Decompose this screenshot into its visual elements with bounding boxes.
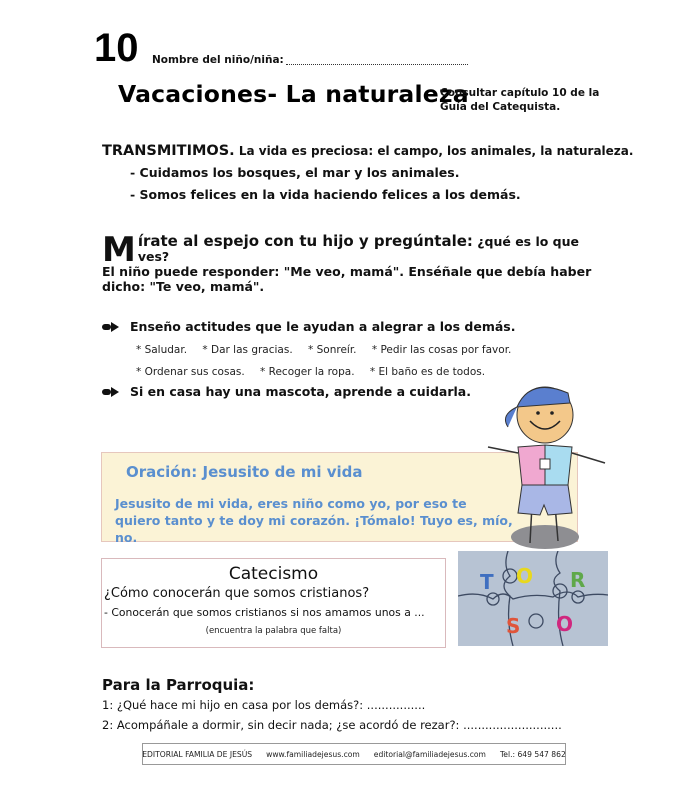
footer-website[interactable]: www.familiadejesus.com bbox=[266, 749, 360, 759]
transmit-text: La vida es preciosa: el campo, los animales, la naturaleza. bbox=[238, 144, 634, 158]
attitude-examples bbox=[136, 344, 523, 356]
footer-phone: Tel.: 649 547 862 bbox=[499, 749, 566, 759]
cap-shape bbox=[517, 387, 570, 407]
catechism-question: ¿Cómo conocerán que somos cristianos? bbox=[104, 586, 370, 601]
mirror-paragraph bbox=[102, 230, 612, 294]
footer-publisher: EDITORIAL FAMILIA DE JESÚS bbox=[142, 749, 253, 759]
puzzle-letter: O bbox=[556, 612, 574, 636]
child-name-field[interactable] bbox=[286, 64, 468, 65]
example: * Recoger la ropa. bbox=[260, 366, 355, 378]
pet-item bbox=[102, 384, 471, 399]
parish-title: Para la Parroquia: bbox=[102, 676, 255, 694]
example: * Saludar. bbox=[136, 344, 188, 356]
transmit-heading: TRANSMITIMOS. bbox=[102, 143, 235, 159]
shadow-shape bbox=[511, 525, 579, 549]
parish-question: 1: ¿Qué hace mi hijo en casa por los demás?: ................ bbox=[102, 698, 426, 712]
transmit-intro bbox=[102, 143, 633, 159]
footer bbox=[142, 743, 566, 765]
example: * Ordenar sus cosas. bbox=[136, 366, 245, 378]
right-arm bbox=[572, 453, 605, 463]
catechism-hint: (encuentra la palabra que falta) bbox=[205, 626, 342, 636]
lesson-number: 10 bbox=[94, 26, 139, 70]
attitude-examples bbox=[136, 366, 497, 378]
puzzle-letter: T bbox=[480, 570, 494, 594]
puzzle-letter: S bbox=[506, 614, 521, 638]
mirror-lead: írate al espejo con tu hijo y pregúntale: bbox=[137, 232, 473, 250]
pet-text: Si en casa hay una mascota, aprende a cuidarla. bbox=[130, 384, 471, 399]
boy-illustration bbox=[470, 355, 620, 555]
arrow-bullet-icon bbox=[102, 387, 122, 397]
puzzle-letter: R bbox=[570, 568, 586, 592]
shorts-shape bbox=[518, 485, 572, 515]
transmit-point: - Cuidamos los bosques, el mar y los animales. bbox=[130, 165, 460, 180]
eye bbox=[550, 411, 554, 415]
cap-brim bbox=[505, 407, 517, 427]
attitude-text: Enseño actitudes que le ayudan a alegrar a los demás. bbox=[130, 319, 516, 334]
prayer-title: Oración: Jesusito de mi vida bbox=[126, 463, 363, 481]
transmit-point: - Somos felices en la vida haciendo felices a los demás. bbox=[130, 187, 521, 202]
page-title: Vacaciones- La naturaleza bbox=[118, 80, 469, 108]
puzzle-letter: O bbox=[516, 564, 534, 588]
left-arm bbox=[488, 447, 518, 453]
puzzle-image bbox=[458, 551, 608, 646]
catechism-title: Catecismo bbox=[228, 564, 319, 584]
example: * Sonreír. bbox=[308, 344, 357, 356]
footer-email[interactable]: editorial@familiadejesus.com bbox=[373, 749, 486, 759]
mirror-question: ¿qué es lo que ves? bbox=[137, 234, 580, 264]
child-name-label: Nombre del niño/niña: bbox=[152, 54, 284, 66]
example: * Pedir las cosas por favor. bbox=[371, 344, 512, 356]
attitude-item bbox=[102, 319, 516, 334]
catechism-answer: - Conocerán que somos cristianos si nos amamos unos a ... bbox=[104, 606, 425, 619]
eye bbox=[536, 411, 540, 415]
consult-note: Consultar capítulo 10 de la Guía del Catequista. bbox=[440, 87, 600, 113]
camera-shape bbox=[540, 459, 550, 469]
arrow-bullet-icon bbox=[102, 322, 122, 332]
drop-cap: M bbox=[102, 230, 136, 270]
example: * Dar las gracias. bbox=[202, 344, 293, 356]
example: * El baño es de todos. bbox=[369, 366, 486, 378]
mirror-body: El niño puede responder: "Me veo, mamá". Enséñale que debía haber dicho: "Te veo, mamá". bbox=[102, 264, 592, 294]
prayer-text: Jesusito de mi vida, eres niño como yo, por eso te quiero tanto y te doy mi corazón. ¡Tómalo! Tuyo es, mío, no. bbox=[115, 496, 513, 545]
parish-question: 2: Acompáñale a dormir, sin decir nada; ¿se acordó de rezar?: ........................... bbox=[102, 718, 562, 732]
